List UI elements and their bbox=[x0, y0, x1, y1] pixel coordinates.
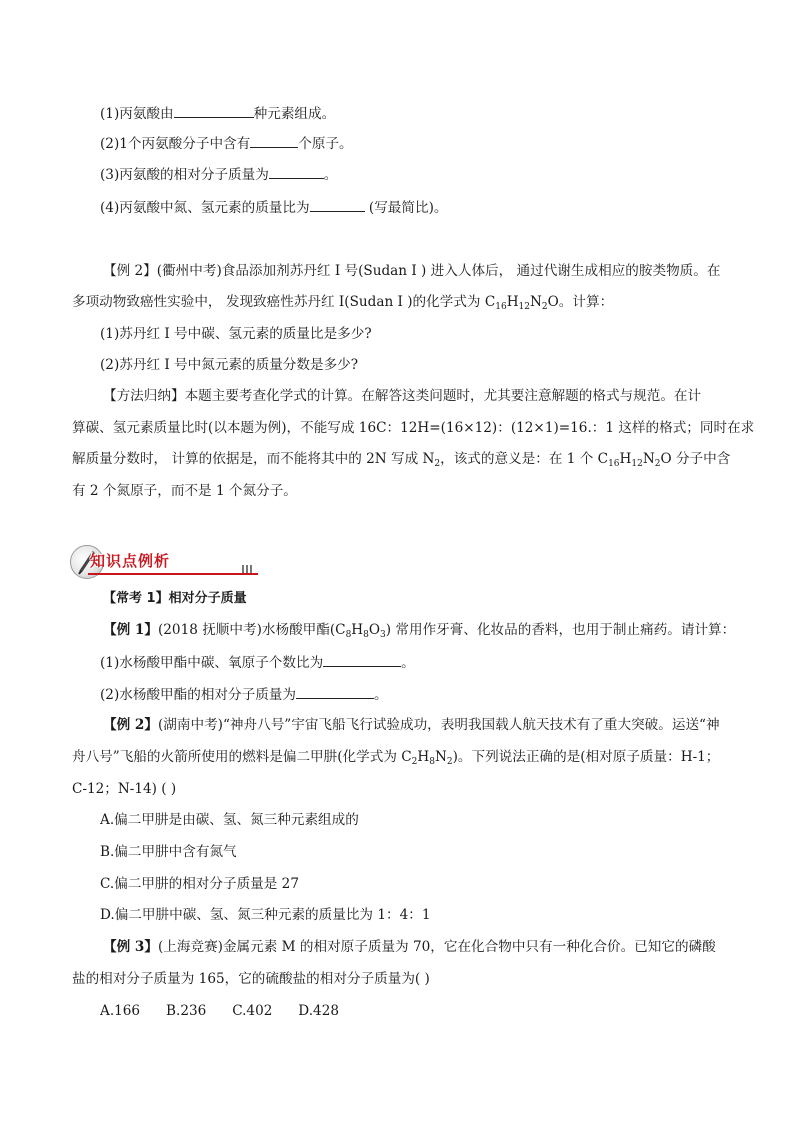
changkao-heading: 【常考 1】相对分子质量 bbox=[103, 591, 247, 606]
example-1b-question-1: (1)水杨酸甲酯中碳、氧原子个数比为 。 bbox=[100, 652, 415, 673]
section-dots bbox=[242, 565, 254, 573]
question-1: (1)丙氨酸由 种元素组成。 bbox=[100, 103, 335, 124]
example-2b-line-2: 舟八号”飞船的火箭所使用的燃料是偏二甲肼(化学式为 $C_2H_8N_2$)。下列说法正确的是(相对原子质量：H-1； bbox=[72, 749, 720, 767]
answer-blank bbox=[250, 133, 298, 148]
answer-blank bbox=[310, 197, 365, 212]
question-2: (2)1个丙氨酸分子中含有 个原子。 bbox=[100, 133, 353, 154]
answer-blank bbox=[323, 652, 401, 667]
method-line-3: 解质量分数时， 计算的依据是，而不能将其中的 2N 写成 $N_2$，该式的意义是：在 1 个 $C_{16}H_{12}N_2O$ 分子中含 bbox=[72, 451, 731, 469]
question-3: (3)丙氨酸的相对分子质量为 。 bbox=[100, 164, 337, 185]
section-title: 知识点例析 bbox=[90, 552, 171, 570]
example-1b-line-1: 【例 1】(2018 抚顺中考)水杨酸甲酯$(C_8H_8O_3)$ 常用作牙膏、化妆品的香料，也用于制止痛药。请计算： bbox=[103, 622, 736, 640]
method-line-4: 有 2 个氮原子，而不是 1 个氮分子。 bbox=[72, 483, 297, 499]
example-2-line-1: 【例 2】(衢州中考)食品添加剂苏丹红 I 号(Sudan I ) 进入人体后， 通过代谢生成相应的胺类物质。在 bbox=[103, 263, 721, 279]
method-line-1: 【方法归纳】本题主要考查化学式的计算。在解答这类问题时，尤其要注意解题的格式与规范。在计 bbox=[103, 388, 702, 404]
answer-blank bbox=[269, 164, 324, 179]
answer-blank bbox=[296, 684, 374, 699]
section-underline bbox=[88, 573, 258, 575]
example-2b-line-1: 【例 2】(湖南中考)“神舟八号”宇宙飞船飞行试验成功，表明我国载人航天技术有了重大突破。运送“神 bbox=[103, 717, 720, 733]
section-badge bbox=[70, 545, 200, 579]
option-c: C.偏二甲肼的相对分子质量是 27 bbox=[100, 876, 299, 892]
example-1b-question-2: (2)水杨酸甲酯的相对分子质量为 。 bbox=[100, 684, 388, 705]
option-d: D.偏二甲肼中碳、氢、氮三种元素的质量比为 1：4：1 bbox=[100, 907, 431, 923]
example-2-question-1: (1)苏丹红 I 号中碳、氢元素的质量比是多少? bbox=[100, 326, 372, 342]
example-2-line-2: 多项动物致癌性实验中， 发现致癌性苏丹红 I(Sudan I )的化学式为 $C_{16}H_{12}N_2O$。计算： bbox=[72, 294, 614, 312]
method-line-2: 算碳、氢元素质量比时(以本题为例)，不能写成 16C：12H=(16×12)：(12×1)=16.：1 这样的格式；同时在求 bbox=[72, 420, 755, 436]
example-2-question-2: (2)苏丹红 I 号中氮元素的质量分数是多少? bbox=[100, 357, 359, 373]
example-2b-line-3: C-12；N-14) ( ) bbox=[72, 781, 177, 797]
example-3b-line-1: 【例 3】(上海竞赛)金属元素 M 的相对原子质量为 70，它在化合物中只有一种化合价。已知它的磷酸 bbox=[103, 939, 716, 955]
example-3b-options: A.166 B.236 C.402 D.428 bbox=[100, 1003, 339, 1019]
option-a: A.偏二甲肼是由碳、氢、氮三种元素组成的 bbox=[100, 812, 359, 828]
question-4: (4)丙氨酸中氮、氢元素的质量比为 (写最简比)。 bbox=[100, 197, 447, 218]
example-3b-line-2: 盐的相对分子质量为 165，它的硫酸盐的相对分子质量为( ) bbox=[72, 971, 430, 987]
option-b: B.偏二甲肼中含有氮气 bbox=[100, 844, 237, 860]
answer-blank bbox=[174, 103, 254, 118]
